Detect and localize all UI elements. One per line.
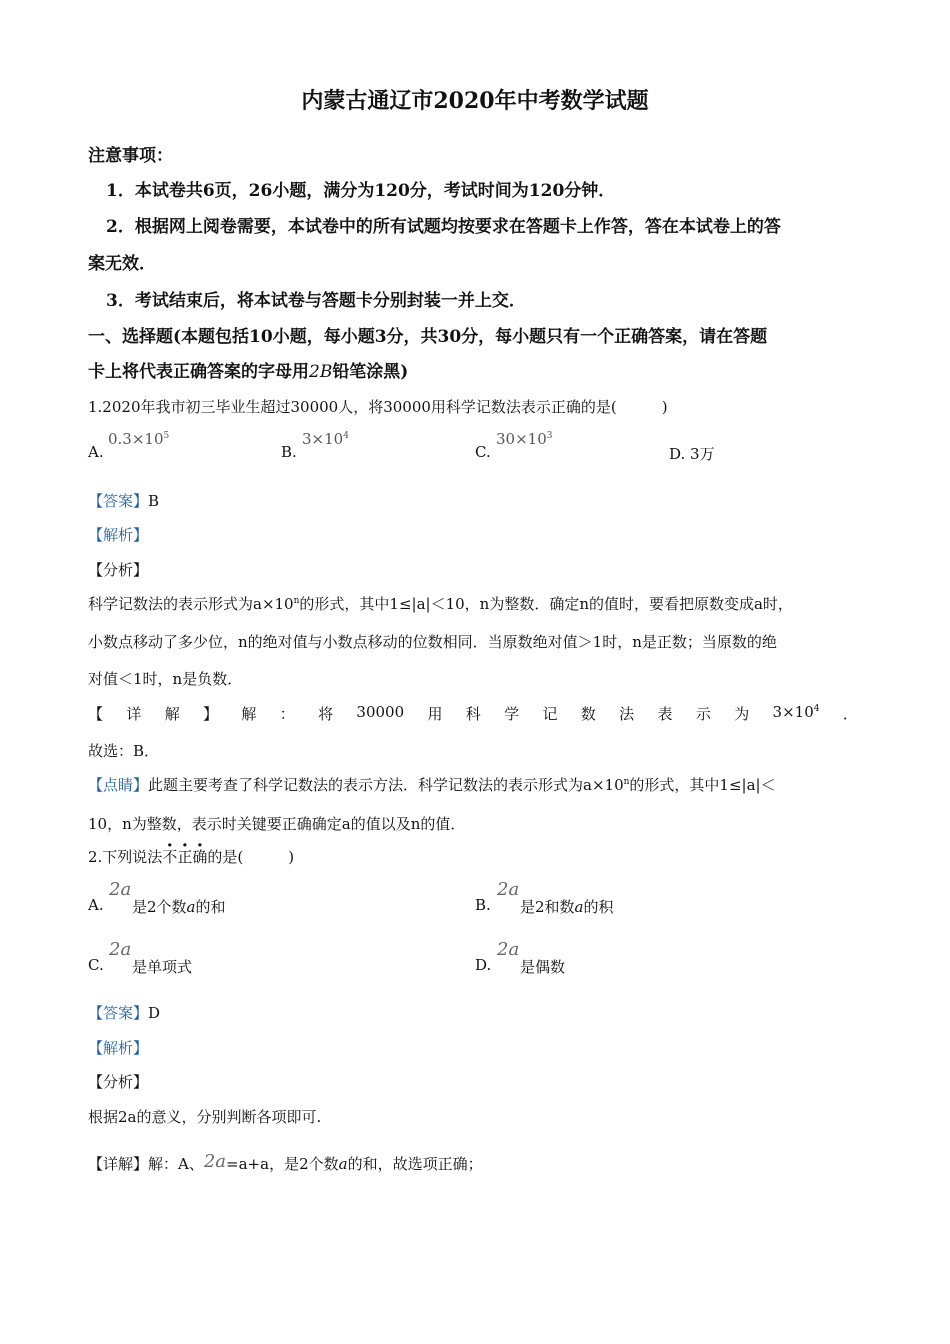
section-heading-line-2	[88, 357, 408, 382]
q1-answer-tag: 【答案】	[88, 492, 149, 510]
q2-option-b-text-1: 是2和数	[520, 898, 575, 916]
q2-detail-c: 的和，故选项正确；	[347, 1155, 483, 1173]
q1-option-c-exp: 3	[546, 431, 553, 441]
q1-option-c-math	[496, 430, 552, 448]
notice-item-3: 3．考试结束后，将本试卷与答题卡分别封装一并上交．	[106, 291, 526, 311]
q1-answer-value: B	[148, 492, 160, 510]
q2-detail	[88, 1153, 483, 1174]
q1-detail-char: 数	[580, 705, 596, 723]
q1-detail-char: 详	[126, 705, 142, 723]
q1-detail-end: ．	[842, 705, 858, 723]
q2-answer	[88, 1002, 160, 1023]
q2-option-b-var: a	[574, 898, 584, 916]
q1-option-c-label: C.	[475, 443, 491, 461]
q1-option-b-label: B.	[281, 443, 297, 461]
q1-option-b-exp: 4	[343, 431, 349, 441]
q2-option-a-text	[132, 896, 226, 917]
q1-dianjing-line-1	[88, 774, 776, 795]
q2-detail-var: a	[338, 1155, 348, 1173]
q1-analysis-l1-b: 的形式，其中1≤|a|＜10，n为整数．确定n的值时，要看把原数变成a时，	[299, 595, 793, 613]
q1-detail-char: 为	[734, 705, 750, 723]
q2-option-c-math: 2a	[109, 939, 132, 960]
q1-dianjing-tag: 【点睛】	[88, 776, 149, 794]
q2-option-a-math: 2a	[109, 879, 132, 900]
q2-option-d-math: 2a	[497, 939, 520, 960]
q2-option-d-label: D.	[475, 956, 492, 974]
q1-analysis-l1-a: 科学记数法的表示形式为a×10	[88, 595, 294, 613]
q1-detail-char: 示	[695, 705, 711, 723]
q1-analysis-line-1	[88, 593, 793, 614]
q2-option-c-text: 是单项式	[132, 958, 193, 976]
q2-detail-math: 2a	[203, 1151, 227, 1172]
page-title: 内蒙古通辽市2020年中考数学试题	[301, 88, 649, 114]
question-2-stem	[88, 846, 294, 867]
q1-dianjing-l1-exp: n	[623, 777, 630, 787]
q2-answer-tag: 【答案】	[88, 1004, 149, 1022]
q2-option-c-label: C.	[88, 956, 104, 974]
question-1-stem: 1.2020年我市初三毕业生超过30000人，将30000用科学记数法表示正确的是( )	[88, 398, 668, 416]
q1-option-a-label: A.	[88, 443, 104, 461]
q1-detail-char: 【	[88, 705, 104, 723]
q2-option-b-text	[520, 896, 614, 917]
q1-detail-line-1	[88, 703, 858, 724]
q1-dianjing-l1-b: 的形式，其中1≤|a|＜	[629, 776, 776, 794]
q2-analysis: 根据2a的意义，分别判断各项即可.	[88, 1108, 322, 1126]
q2-option-b-label: B.	[475, 896, 491, 914]
q1-detail-line-2: 故选：B．	[88, 742, 160, 760]
section-heading-line-1: 一、选择题(本题包括10小题，每小题3分，共30分，每小题只有一个正确答案，请在答题	[88, 327, 768, 347]
q1-option-d	[669, 443, 715, 464]
q1-detail-char: 将	[318, 705, 334, 723]
notice-item-2-line-2: 案无效．	[88, 254, 156, 274]
q1-detail-char: 用	[427, 705, 443, 723]
section-heading-suffix: 铅笔涂黑)	[332, 362, 409, 382]
q1-option-a-math	[108, 430, 169, 448]
q2-option-a-label: A.	[88, 896, 104, 914]
q1-analysis-l1-exp: n	[293, 596, 300, 606]
section-heading-prefix: 卡上将代表正确答案的字母用	[88, 362, 309, 382]
q1-detail-math	[773, 703, 820, 724]
q1-analysis-line-3: 对值＜1时，n是负数．	[88, 670, 243, 688]
q2-fenxi-tag: 【分析】	[88, 1073, 149, 1091]
q2-option-a-text-2: 的和	[195, 898, 226, 916]
q1-detail-char: 学	[504, 705, 520, 723]
q1-option-b-math	[302, 430, 349, 448]
q1-option-d-label: D.	[669, 445, 686, 463]
q1-detail-char: 表	[657, 705, 673, 723]
pencil-grade: 2B	[309, 362, 333, 382]
q2-stem-emph-2: 正	[177, 848, 193, 866]
q1-fenxi-tag: 【分析】	[88, 561, 149, 579]
q2-jiexi-tag: 【解析】	[88, 1039, 149, 1057]
q2-option-b-text-2: 的积	[583, 898, 614, 916]
q1-option-c-base: 30×10	[496, 430, 547, 448]
q2-stem-prefix: 2.下列说法	[88, 848, 163, 866]
q1-detail-char: 】	[203, 705, 219, 723]
q1-detail-char: 解	[164, 705, 180, 723]
q1-detail-justified	[88, 703, 858, 724]
q1-detail-char: 解	[241, 705, 257, 723]
q1-detail-base: 3×10	[772, 703, 814, 721]
notice-item-1: 1．本试卷共6页，26小题，满分为120分，考试时间为120分钟．	[106, 181, 616, 201]
q2-detail-tag: 【详解】	[88, 1155, 149, 1173]
q2-option-d-text: 是偶数	[520, 958, 566, 976]
q2-detail-b: =a+a，是2个数	[226, 1155, 339, 1173]
q1-option-a-base: 0.3×10	[108, 430, 164, 448]
q1-analysis-line-2: 小数点移动了多少位，n的绝对值与小数点移动的位数相同．当原数绝对值＞1时，n是正数；当原数的绝	[88, 633, 777, 651]
q2-option-a-text-1: 是2个数	[132, 898, 187, 916]
q1-detail-char: 科	[465, 705, 481, 723]
q1-detail-char: ：	[279, 705, 295, 723]
notice-heading: 注意事项：	[88, 146, 173, 166]
q1-detail-exp: 4	[813, 704, 820, 714]
q2-answer-value: D	[148, 1004, 161, 1022]
q2-option-a-var: a	[186, 898, 196, 916]
q1-answer	[88, 490, 159, 511]
notice-item-2-line-1: 2．根据网上阅卷需要，本试卷中的所有试题均按要求在答题卡上作答，答在本试卷上的答	[106, 217, 781, 237]
q1-detail-char: 法	[619, 705, 635, 723]
q1-jiexi-tag: 【解析】	[88, 526, 149, 544]
q2-detail-a: 解：A、	[148, 1155, 204, 1173]
q2-stem-emph-1: 不	[162, 848, 178, 866]
q1-dianjing-line-2: 10，n为整数，表示时关键要正确确定a的值以及n的值．	[88, 815, 466, 833]
q1-option-a-exp: 5	[163, 431, 170, 441]
q1-detail-char: 30000	[356, 703, 405, 721]
q1-detail-char: 记	[542, 705, 558, 723]
q1-dianjing-l1-a: 此题主要考查了科学记数法的表示方法．科学记数法的表示形式为a×10	[148, 776, 624, 794]
q2-stem-emph-3: 确	[192, 848, 208, 866]
q2-option-b-math: 2a	[497, 879, 520, 900]
q1-option-d-text: 3万	[690, 445, 715, 463]
q2-stem-suffix: 的是( )	[207, 848, 295, 866]
q1-option-b-base: 3×10	[302, 430, 344, 448]
